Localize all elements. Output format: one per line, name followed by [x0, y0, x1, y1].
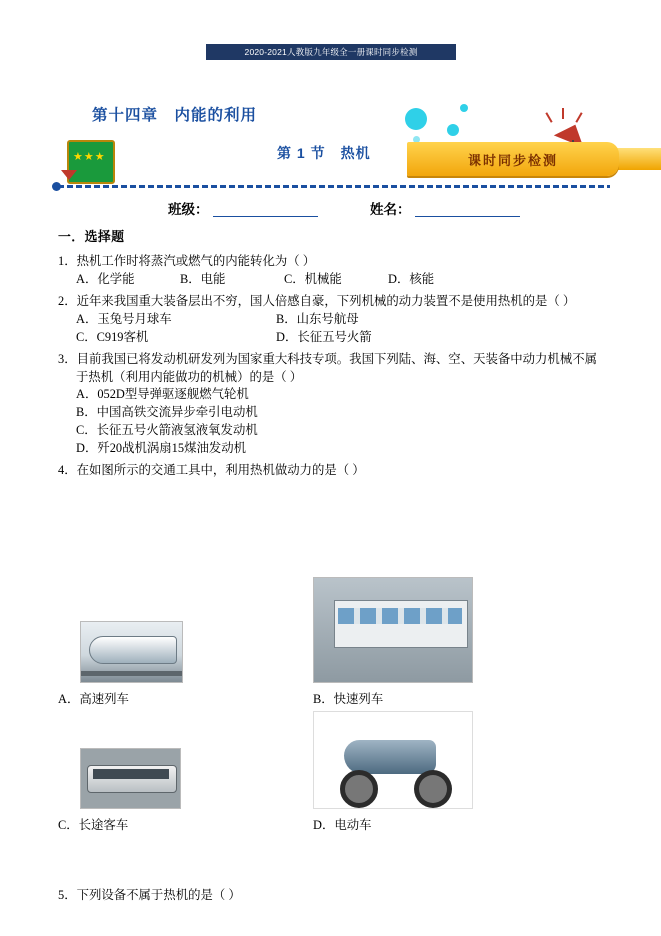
high-speed-train-image	[80, 621, 183, 683]
bubble-icon	[447, 124, 459, 136]
ribbon-label: 课时同步检测	[467, 152, 558, 168]
figure-caption-c[interactable]: C．长途客车	[58, 818, 129, 832]
figure-cell-b	[313, 577, 568, 707]
option-b[interactable]: B．电能	[180, 272, 226, 287]
option-a[interactable]: A．化学能	[76, 272, 135, 287]
figure-cell-c	[58, 732, 313, 833]
question-2	[58, 294, 606, 345]
ribbon-badge	[407, 142, 619, 176]
bubble-icon	[405, 108, 427, 130]
option-b[interactable]: B．山东号航母	[276, 311, 359, 326]
figure-caption-b[interactable]: B．快速列车	[313, 692, 384, 706]
option-a[interactable]: A．052D型导弹驱逐舰燃气轮机	[76, 387, 249, 402]
coach-bus-image	[80, 748, 181, 809]
header-band-text: 2020-2021人教版九年级全一册课时同步检测	[244, 47, 418, 57]
option-d[interactable]: D．核能	[388, 272, 435, 287]
class-label: 班级：	[168, 202, 209, 217]
figure-row-1	[58, 566, 606, 707]
question-2-options-row2	[58, 330, 606, 345]
name-blank[interactable]	[415, 202, 520, 217]
name-row	[168, 198, 524, 218]
name-field	[370, 198, 524, 218]
question-4-stem: 4．在如图所示的交通工具中，利用热机做动力的是（ ）	[58, 462, 365, 477]
question-1-stem: 1．热机工作时将蒸汽或燃气的内能转化为（ ）	[58, 254, 316, 269]
electric-scooter-image	[313, 711, 473, 809]
chapter-title: 第十四章 内能的利用	[92, 107, 258, 124]
question-2-options-row1	[58, 312, 606, 327]
option-c[interactable]: C．C919客机	[76, 329, 149, 344]
section-title: 第 1 节 热机	[277, 145, 371, 161]
question-1-options	[58, 272, 606, 287]
divider	[58, 185, 610, 188]
option-d[interactable]: D．歼20战机涡扇15煤油发动机	[76, 441, 247, 456]
rail-car-image	[313, 577, 473, 683]
option-c[interactable]: C．机械能	[284, 272, 342, 287]
figure-cell-a	[58, 566, 313, 707]
option-b[interactable]: B．中国高铁交流异步牵引电动机	[76, 405, 258, 420]
option-d[interactable]: D．长征五号火箭	[276, 329, 372, 344]
question-2-stem: 2．近年来我国重大装备层出不穷，国人倍感自豪，下列机械的动力装置不是使用热机的是（ ）	[58, 294, 576, 309]
figure-caption-a[interactable]: A．高速列车	[58, 692, 129, 706]
question-1	[58, 254, 606, 287]
bubble-icon	[460, 104, 468, 112]
figure-cell-d	[313, 711, 568, 833]
option-a[interactable]: A．玉兔号月球车	[76, 311, 172, 326]
name-label: 姓名：	[370, 202, 411, 217]
question-3-stem-line2: 于热机（利用内能做功的机械）的是（ ）	[76, 369, 303, 384]
question-3	[58, 352, 606, 456]
question-4-figures	[58, 566, 606, 837]
question-3-stem-line1: 3．目前我国已将发动机研发列为国家重大科技专项。我国下列陆、海、空、天装备中动力机械不属	[58, 351, 597, 366]
class-blank[interactable]	[213, 202, 318, 217]
question-content	[58, 230, 606, 485]
header-band	[206, 44, 456, 60]
class-field	[168, 198, 322, 218]
section-heading: 一．选择题	[58, 230, 125, 244]
question-5-stem: 5．下列设备不属于热机的是（ ）	[58, 888, 241, 902]
medal-icon: ★★★	[67, 140, 115, 184]
figure-row-2	[58, 711, 606, 833]
question-4	[58, 463, 606, 478]
figure-caption-d[interactable]: D．电动车	[313, 818, 372, 832]
option-c[interactable]: C．长征五号火箭液氢液氧发动机	[76, 423, 258, 438]
